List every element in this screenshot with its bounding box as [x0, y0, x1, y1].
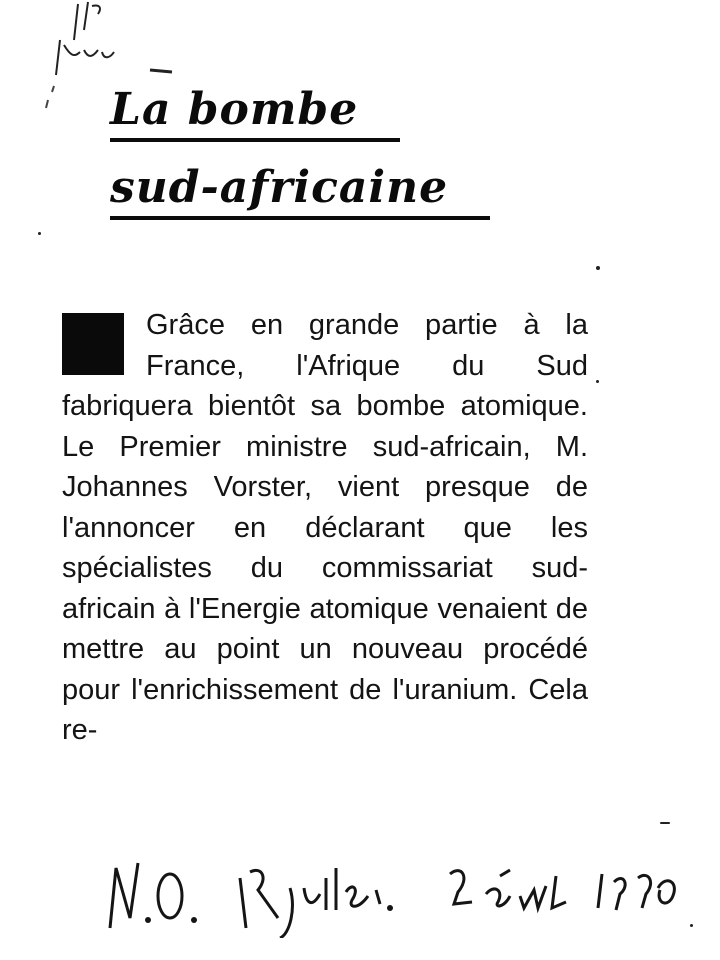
- headline-line-2: sud-africaine: [110, 162, 449, 213]
- scan-speck: [660, 822, 670, 824]
- lead-square-icon: [62, 313, 124, 375]
- headline-underline-1: [110, 138, 400, 142]
- handwritten-source-note: [90, 838, 700, 938]
- source-note-text: N.O. 27 juillet. 2 août 1970: [90, 838, 102, 839]
- article-paragraph: Grâce en grande partie à la France, l'Afrique du Sud fabriquera bientôt sa bombe atomique. Le Premier ministre sud-africain, M. Johannes Vorster, vient presque de l'annoncer en déclarant que les spécialistes du commissariat sud-africain à l'Energie atomique venaient de mettre au point un nouveau procédé pour l'enrichissement de l'uranium. Cela re-: [62, 309, 588, 746]
- article-body: [62, 305, 588, 751]
- scan-speck: [38, 232, 41, 235]
- headline-underline-2: [110, 216, 490, 220]
- headline: [110, 82, 530, 220]
- headline-line-1: La bombe: [110, 84, 359, 135]
- scan-speck: [596, 266, 600, 270]
- top-note-text: Blu —: [40, 0, 43, 1]
- scan-speck: [690, 924, 693, 927]
- scan-speck: [596, 380, 599, 383]
